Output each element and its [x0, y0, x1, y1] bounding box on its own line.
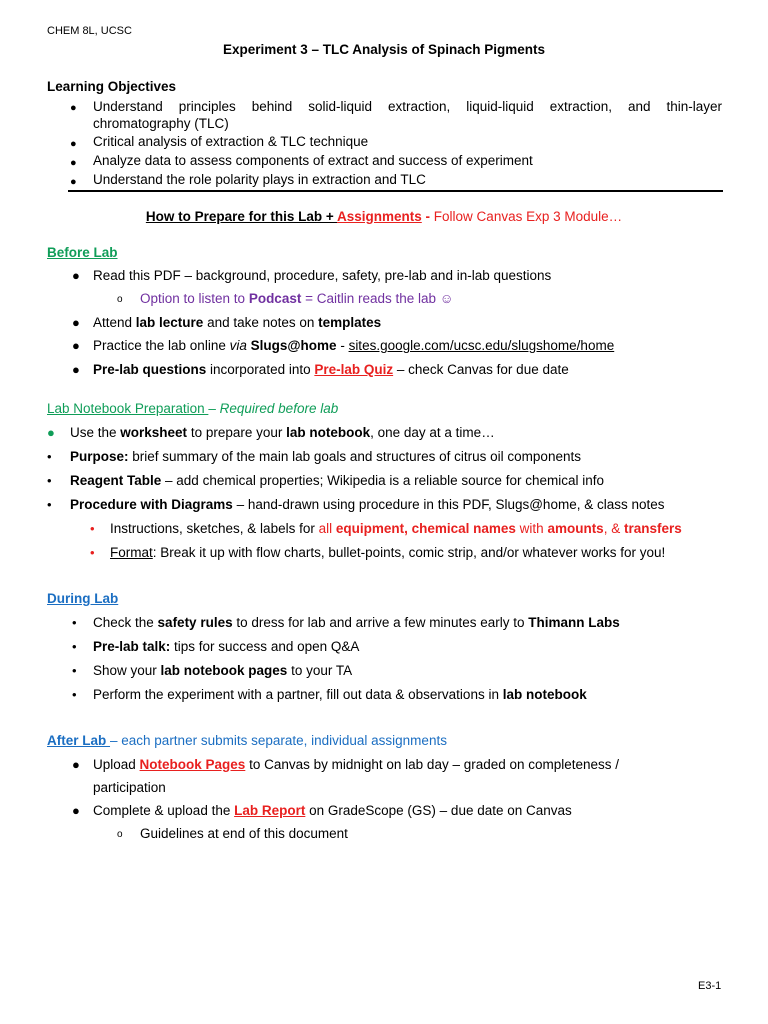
- before-lab-heading: Before Lab: [47, 245, 118, 260]
- page-title: Experiment 3 – TLC Analysis of Spinach Pigments: [222, 42, 546, 57]
- reagent-label: Reagent Table: [70, 473, 162, 488]
- report-pre: Complete & upload the: [93, 803, 235, 818]
- attend-lab-lecture: lab lecture: [135, 315, 204, 330]
- report-post: on GradeScope (GS) – due date on Canvas: [305, 803, 572, 818]
- list-item: [140, 291, 454, 306]
- prelab-talk-label: Pre-lab talk:: [93, 639, 171, 654]
- instr-equipment: equipment, chemical names: [335, 521, 516, 536]
- prepare-line: [0, 209, 768, 224]
- bullet-icon: ●: [72, 315, 80, 330]
- bullet-icon: •: [47, 473, 52, 488]
- instr-amounts: amounts: [547, 521, 604, 536]
- bullet-icon: •: [47, 449, 52, 464]
- show-notebook-pages: lab notebook pages: [160, 663, 288, 678]
- after-lab-title: After Lab: [47, 733, 111, 748]
- instr-with: with: [515, 521, 548, 536]
- notebook-prep-title: Lab Notebook Preparation: [47, 401, 209, 416]
- list-item: Guidelines at end of this document: [140, 826, 348, 841]
- upload-pre: Upload: [93, 757, 140, 772]
- podcast-pre: Option to listen to: [140, 291, 249, 306]
- format-text: : Break it up with flow charts, bullet-points, comic strip, and/or whatever works for you!: [152, 545, 666, 560]
- list-item: [110, 545, 665, 560]
- attend-templates: templates: [318, 315, 382, 330]
- list-item: Understand principles behind solid-liquid extraction, liquid-liquid extraction, and thin-layer chromatography (TLC): [93, 99, 722, 131]
- list-item: [110, 521, 682, 536]
- notebook-pages-link[interactable]: Notebook Pages: [139, 757, 246, 772]
- notebook-prep-dash: –: [208, 401, 220, 416]
- prepare-lead: How to Prepare for this Lab +: [145, 209, 338, 224]
- bullet-icon: ●: [70, 176, 77, 188]
- procedure-text: – hand-drawn using procedure in this PDF, Slugs@home, & class notes: [232, 497, 665, 512]
- bullet-icon: ●: [47, 425, 55, 440]
- podcast-post: = Caitlin reads the lab ☺: [301, 291, 454, 306]
- practice-pre: Practice the lab online: [93, 338, 230, 353]
- learning-objectives-heading: Learning Objectives: [47, 79, 177, 94]
- list-item: [70, 497, 665, 512]
- bullet-icon: •: [90, 545, 95, 560]
- use-pre: Use the: [70, 425, 121, 440]
- instr-all: all: [318, 521, 336, 536]
- list-item: Analyze data to assess components of extract and success of experiment: [93, 153, 533, 168]
- list-item: [70, 425, 495, 440]
- show-post: to your TA: [287, 663, 353, 678]
- list-item: Critical analysis of extraction & TLC technique: [93, 134, 369, 149]
- prelab-questions: Pre-lab questions: [93, 362, 207, 377]
- bullet-icon: ●: [72, 803, 80, 818]
- bullet-icon: •: [90, 521, 95, 536]
- podcast-label[interactable]: Podcast: [248, 291, 302, 306]
- list-item: Read this PDF – background, procedure, safety, pre-lab and in-lab questions: [93, 268, 552, 283]
- use-post: , one day at a time…: [370, 425, 495, 440]
- prelab-mid: incorporated into: [206, 362, 315, 377]
- bullet-icon: ●: [72, 268, 80, 283]
- check-thimann-labs: Thimann Labs: [528, 615, 620, 630]
- purpose-label: Purpose:: [70, 449, 129, 464]
- notebook-prep-required: Required before lab: [219, 401, 339, 416]
- attend-mid: and take notes on: [203, 315, 319, 330]
- list-item-continuation: participation: [93, 780, 166, 795]
- prelab-talk-text: tips for success and open Q&A: [170, 639, 360, 654]
- list-item: [93, 615, 620, 630]
- instr-comma: , &: [603, 521, 624, 536]
- list-item: [93, 362, 569, 377]
- purpose-text: brief summary of the main lab goals and structures of citrus oil components: [128, 449, 581, 464]
- prepare-dash: -: [421, 209, 434, 224]
- notebook-prep-heading: [47, 401, 338, 416]
- bullet-icon: •: [72, 687, 77, 702]
- upload-post: to Canvas by midnight on lab day – graded on completeness /: [245, 757, 620, 772]
- check-safety-rules: safety rules: [157, 615, 233, 630]
- check-mid: to dress for lab and arrive a few minutes early to: [232, 615, 529, 630]
- instr-transfers: transfers: [623, 521, 682, 536]
- instr-pre: Instructions, sketches, & labels for: [110, 521, 319, 536]
- practice-via: via: [229, 338, 247, 353]
- list-item: [70, 473, 604, 488]
- prelab-quiz-link[interactable]: Pre-lab Quiz: [314, 362, 394, 377]
- list-item: [93, 663, 352, 678]
- use-lab-notebook: lab notebook: [286, 425, 371, 440]
- bullet-icon: •: [72, 663, 77, 678]
- practice-dash: -: [336, 338, 349, 353]
- bullet-icon: ●: [72, 338, 80, 353]
- list-item: Understand the role polarity plays in extraction and TLC: [93, 172, 426, 187]
- check-pre: Check the: [93, 615, 158, 630]
- after-lab-heading: [47, 733, 447, 748]
- perform-lab-notebook: lab notebook: [502, 687, 587, 702]
- list-item: [93, 315, 381, 330]
- bullet-icon: •: [47, 497, 52, 512]
- circle-bullet-icon: o: [117, 294, 123, 305]
- lab-report-link[interactable]: Lab Report: [234, 803, 306, 818]
- bullet-icon: ●: [72, 362, 80, 377]
- use-worksheet: worksheet: [120, 425, 188, 440]
- slugshome-link[interactable]: sites.google.com/ucsc.edu/slugshome/home: [348, 338, 615, 353]
- list-item: [93, 338, 614, 353]
- divider: [68, 190, 723, 192]
- list-item: [70, 449, 581, 464]
- procedure-label: Procedure with Diagrams: [70, 497, 233, 512]
- list-item: [93, 803, 572, 818]
- bullet-icon: ●: [72, 757, 80, 772]
- list-item: [93, 757, 619, 772]
- course-header: CHEM 8L, UCSC: [47, 25, 132, 37]
- bullet-icon: ●: [70, 157, 77, 169]
- during-lab-heading: During Lab: [47, 591, 119, 606]
- practice-slugshome: Slugs@home: [250, 338, 337, 353]
- list-item: [93, 639, 359, 654]
- prelab-post: – check Canvas for due date: [393, 362, 569, 377]
- attend-pre: Attend: [93, 315, 136, 330]
- bullet-icon: ●: [70, 138, 77, 150]
- page-number: E3-1: [698, 980, 722, 992]
- circle-bullet-icon: o: [117, 829, 123, 840]
- assignments-link[interactable]: Assignments: [337, 209, 422, 224]
- bullet-icon: •: [72, 615, 77, 630]
- bullet-icon: •: [72, 639, 77, 654]
- show-pre: Show your: [93, 663, 161, 678]
- list-item: [93, 687, 587, 702]
- reagent-text: – add chemical properties; Wikipedia is a reliable source for chemical info: [161, 473, 604, 488]
- bullet-icon: ●: [70, 102, 77, 114]
- after-lab-note: – each partner submits separate, individual assignments: [110, 733, 447, 748]
- use-mid: to prepare your: [187, 425, 287, 440]
- prepare-follow: Follow Canvas Exp 3 Module…: [433, 209, 623, 224]
- perform-pre: Perform the experiment with a partner, fill out data & observations in: [93, 687, 503, 702]
- format-label: Format: [110, 545, 153, 560]
